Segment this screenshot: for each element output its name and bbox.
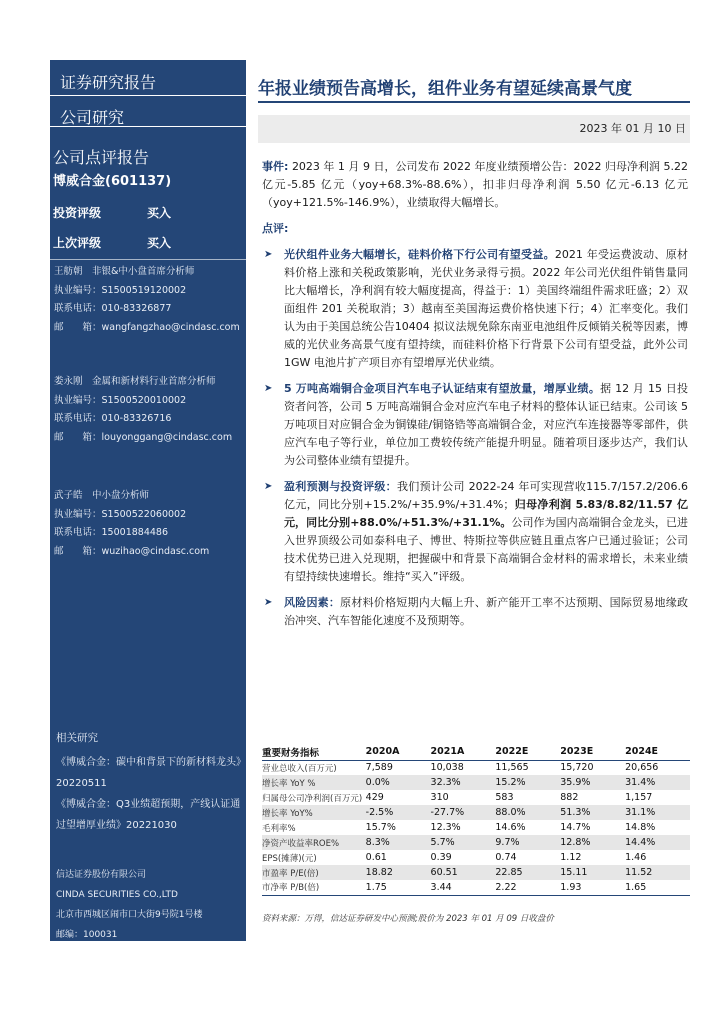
table-cell: 12.3% xyxy=(430,822,461,833)
table-row-label: 净资产收益率ROE% xyxy=(262,835,366,850)
sidebar-divider xyxy=(50,259,246,260)
table-header-cell: 2020A xyxy=(366,744,431,760)
related-research-item[interactable]: 《博威合金：Q3业绩超预期，产线认证通过望增厚业绩》20221030 xyxy=(56,799,241,831)
company-name: 博威合金(601137) xyxy=(53,174,172,189)
page-title: 年报业绩预告高增长，组件业务有望延续高景气度 xyxy=(258,79,632,99)
table-cell: 1.93 xyxy=(560,880,625,895)
table-cell: 1,157 xyxy=(625,792,653,803)
table-cell: 31.4% xyxy=(625,775,690,790)
table-cell: 0.61 xyxy=(365,852,387,863)
table-cell: 2.22 xyxy=(495,880,560,895)
comment-heading xyxy=(262,220,688,238)
company-info-name-cn: 信达证券股份有限公司 xyxy=(56,870,147,880)
table-cell: 15.2% xyxy=(495,775,560,790)
analyst-cert-label: 执业编号： xyxy=(54,394,102,406)
event-paragraph xyxy=(262,158,688,212)
previous-rating-value: 买入 xyxy=(147,236,172,250)
previous-rating-label: 上次评级 xyxy=(53,236,102,250)
bullet-point xyxy=(262,246,688,372)
bullet-heading: 风险因素： xyxy=(284,596,341,609)
bullet-text: 我们预计公司 2022-24 年可实现营收115.7/157.2/206.6 亿元，同比分别+15.2%/+35.9%/+31.4%； xyxy=(284,480,688,511)
table-cell: 429 xyxy=(365,792,384,803)
sidebar xyxy=(50,60,246,941)
table-row xyxy=(262,880,690,895)
table-cell: 51.3% xyxy=(560,805,625,820)
analyst-cert: S1500522060002 xyxy=(101,508,187,520)
analyst-email-label: 邮 箱： xyxy=(54,321,102,333)
table-cell: 0.74 xyxy=(495,852,517,863)
table-cell: 1.75 xyxy=(366,880,431,895)
table-cell: 35.9% xyxy=(560,775,625,790)
company-info xyxy=(56,865,242,945)
previous-rating xyxy=(53,234,172,251)
table-row xyxy=(262,805,690,820)
table-source-note: 资料来源：万得，信达证券研发中心预测;股价为 2023 年 01 月 09 日收盘价 xyxy=(262,914,554,924)
analyst-email-label: 邮 箱： xyxy=(54,545,102,557)
analyst-email-link[interactable]: wuzihao@cindasc.com xyxy=(101,545,210,557)
analyst-phone: 010-83326877 xyxy=(101,303,172,314)
table-cell: 18.82 xyxy=(366,865,431,880)
table-header-cell: 重要财务指标 xyxy=(262,744,366,760)
table-cell: -27.7% xyxy=(431,805,496,820)
table-cell: 583 xyxy=(495,792,514,803)
table-cell: 15.11 xyxy=(560,865,625,880)
analyst-email-label: 邮 箱： xyxy=(54,431,102,443)
table-cell: 60.51 xyxy=(431,865,496,880)
table-row xyxy=(262,760,690,775)
bullet-point xyxy=(262,478,688,586)
event-label: 事件: xyxy=(262,160,289,173)
related-research-list xyxy=(56,752,242,836)
analyst-cert: S1500519120002 xyxy=(101,284,187,296)
analyst-phone-label: 联系电话： xyxy=(54,303,102,314)
bullet-heading: 盈利预测与投资评级： xyxy=(284,480,397,493)
analyst-phone: 15001884486 xyxy=(101,527,169,538)
bullet-point xyxy=(262,594,688,630)
report-category: 公司研究 xyxy=(50,99,246,127)
table-cell: 3.44 xyxy=(431,880,496,895)
table-row-label: 营业总收入(百万元) xyxy=(262,763,337,774)
table-cell: 1.65 xyxy=(625,880,690,895)
table-cell: 32.3% xyxy=(431,775,496,790)
table-header-cell: 2023E xyxy=(560,744,625,760)
company-info-name-en: CINDA SECURITIES CO.,LTD xyxy=(56,890,178,900)
comment-label: 点评: xyxy=(262,222,289,235)
bullet-arrow-icon: ➤ xyxy=(264,249,273,260)
table-row xyxy=(262,865,690,880)
bullet-text-bold: 归母净利润 5.83/8.82/11.57 亿元，同比分别+88.0%/+51.3%/+31.1%。 xyxy=(284,498,688,529)
analyst-phone: 010-83326716 xyxy=(101,413,172,424)
table-cell: 0.0% xyxy=(366,775,431,790)
analyst-phone-label: 联系电话： xyxy=(54,413,102,424)
table-cell: 10,038 xyxy=(430,762,464,774)
analyst-card xyxy=(54,263,244,337)
table-cell: 1.12 xyxy=(560,852,582,863)
table-row xyxy=(262,835,690,850)
company-info-address: 北京市西城区闹市口大街9号院1号楼 xyxy=(56,910,203,920)
table-row xyxy=(262,775,690,790)
event-text: 2023 年 1 月 9 日，公司发布 2022 年度业绩预增公告：2022 归母净利润 5.22 亿元-5.85 亿元（yoy+68.3%-88.6%），扣非归母净利润 5.50 亿元-6.13 亿元（yoy+121.5%-146.9%），业绩取得大幅增长。 xyxy=(262,160,689,209)
table-cell: 882 xyxy=(560,792,579,803)
analyst-cert: S1500520010002 xyxy=(101,394,187,406)
table-header-cell: 2022E xyxy=(495,744,560,760)
analyst-title: 娄永刚 金属和新材料行业首席分析师 xyxy=(54,376,216,387)
report-body xyxy=(262,158,688,638)
analyst-card xyxy=(54,487,244,561)
table-cell: 11,565 xyxy=(495,762,529,774)
related-research-item[interactable]: 《博威合金：碳中和背景下的新材料龙头》20220511 xyxy=(56,757,241,789)
bullet-text: 据 12 月 15 日投资者问答，公司 5 万吨高端铜合金对应汽车电子材料的整体认证已结束。公司该 5 万吨项目对应铜合金为铜镍硅/铜铬锆等高端铜合金，对应汽车连接器等零部件，供应汽车电子等行业，单位加工费较传统产能提升明显。随着项目逐步达产，我们认为公司整体业绩有望提升。 xyxy=(284,382,688,467)
table-header-cell: 2021A xyxy=(431,744,496,760)
analyst-title: 武子皓 中小盘分析师 xyxy=(54,490,150,501)
company-info-postcode: 邮编：100031 xyxy=(56,930,118,940)
analyst-phone-label: 联系电话： xyxy=(54,527,102,538)
table-cell: 15.7% xyxy=(365,822,396,833)
bullet-point xyxy=(262,380,688,470)
table-cell: 14.6% xyxy=(495,822,526,833)
table-cell: 310 xyxy=(430,792,449,803)
table-cell: 22.85 xyxy=(495,865,560,880)
table-cell: 12.8% xyxy=(560,835,625,850)
table-cell: 14.4% xyxy=(625,835,690,850)
bullet-text: 公司作为国内高端铜合金龙头，已进入世界顶级公司如泰科电子、博世、特斯拉等供应链且重点客户已通过验证；公司技术优势已进入兑现期，把握碳中和背景下高端铜合金材料的需求增长，未来业绩有望持续快速增长。维持“买入”评级。 xyxy=(284,516,689,583)
analyst-email-link[interactable]: wangfangzhao@cindasc.com xyxy=(101,321,240,333)
report-sub-category: 公司点评报告 xyxy=(53,148,150,167)
table-cell: 15,720 xyxy=(560,762,594,774)
bullet-heading: 光伏组件业务大幅增长，硅料价格下行公司有望受益。 xyxy=(284,248,555,261)
table-cell: 14.8% xyxy=(625,822,656,833)
table-row-label: 归属母公司净利润(百万元) xyxy=(262,793,363,804)
table-header-cell: 2024E xyxy=(625,744,690,760)
bullet-arrow-icon: ➤ xyxy=(264,481,273,492)
table-row-label: 毛利率% xyxy=(262,823,296,834)
table-cell: 1.46 xyxy=(625,852,647,863)
table-cell: 31.1% xyxy=(625,805,690,820)
table-cell: 7,589 xyxy=(365,762,393,774)
rating xyxy=(53,204,172,221)
analyst-card xyxy=(54,373,244,447)
report-type: 证券研究报告 xyxy=(50,60,246,96)
rating-label: 投资评级 xyxy=(53,206,102,220)
analyst-cert-label: 执业编号： xyxy=(54,508,102,520)
analyst-email-link[interactable]: louyonggang@cindasc.com xyxy=(101,431,233,443)
table-cell: -2.5% xyxy=(366,805,431,820)
table-row xyxy=(262,850,690,865)
table-header-row xyxy=(262,744,690,760)
bullet-heading: 5 万吨高端铜合金项目汽车电子认证结束有望放量，增厚业绩。 xyxy=(284,382,601,395)
table-row-label: 增长率 YoY % xyxy=(262,775,366,790)
table-cell: 88.0% xyxy=(495,805,560,820)
title-divider xyxy=(258,101,690,103)
table-row-label: EPS(摊薄)(元) xyxy=(262,853,317,864)
table-row-label: 市盈率 P/E(倍) xyxy=(262,865,366,880)
bullet-arrow-icon: ➤ xyxy=(264,597,273,608)
table-cell: 9.7% xyxy=(495,835,560,850)
report-date: 2023 年 01 月 10 日 xyxy=(579,122,686,135)
table-cell: 8.3% xyxy=(366,835,431,850)
table-row-label: 增长率 YoY% xyxy=(262,805,366,820)
table-row xyxy=(262,790,690,805)
table-row xyxy=(262,820,690,835)
table-row-label: 市净率 P/B(倍) xyxy=(262,880,366,895)
related-research-title: 相关研究 xyxy=(56,732,98,744)
bullet-text: 2021 年受运费波动、原材料价格上涨和关税政策影响，光伏业务录得亏损。2022 年公司光伏组件销售量同比大幅增长，净利润有较大幅度提高，得益于：1）美国终端组件需求旺盛；2）双面组件 201 关税取消；3）越南至美国海运费价格快速下行；4）汇率变化。我们认为由于美国总统公告10404 拟议法规免除东南亚电池组件反倾销关税等因素，博威的光伏业务高景气度有望持续，而硅料价格下行背景下公司有望受益，此外公司1GW 电池片扩产项目亦有望增厚光伏业绩。 xyxy=(284,248,689,369)
bullet-arrow-icon: ➤ xyxy=(264,383,273,394)
table-cell: 0.39 xyxy=(430,852,452,863)
rating-value: 买入 xyxy=(147,206,172,220)
table-cell: 20,656 xyxy=(625,762,659,774)
financial-table xyxy=(262,744,690,896)
table-cell: 5.7% xyxy=(431,835,496,850)
analyst-title: 王舫朝 非银&中小盘首席分析师 xyxy=(54,266,195,277)
analyst-cert-label: 执业编号： xyxy=(54,284,102,296)
table-cell: 11.52 xyxy=(625,865,690,880)
bullet-text: 原材料价格短期内大幅上升、新产能开工率不达预期、国际贸易地缘政治冲突、汽车智能化速度不及预期等。 xyxy=(284,596,689,627)
table-cell: 14.7% xyxy=(560,822,591,833)
